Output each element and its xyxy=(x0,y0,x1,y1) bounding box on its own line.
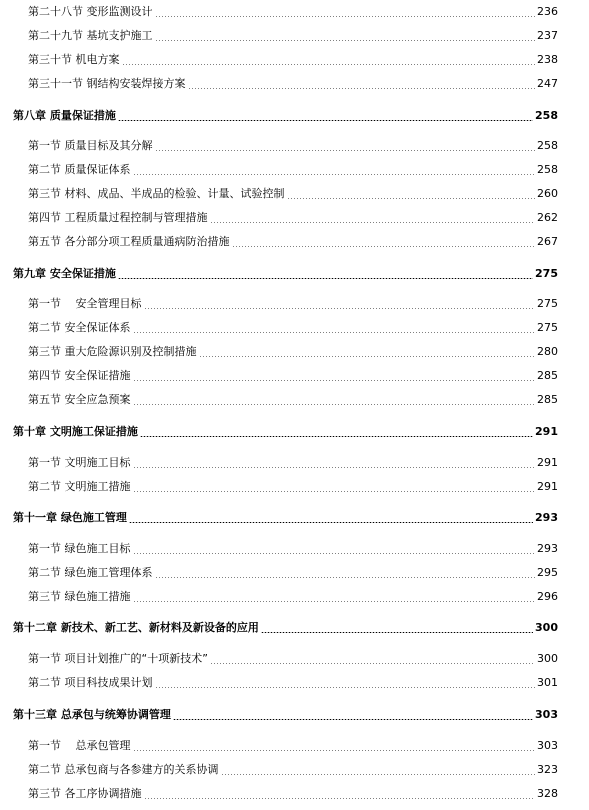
toc-section-entry[interactable] xyxy=(28,479,558,495)
toc-section-entry[interactable] xyxy=(28,138,558,154)
entry-page: 285 xyxy=(537,393,558,406)
entry-page: 280 xyxy=(537,345,558,358)
dot-leader xyxy=(133,332,536,333)
toc-section-entry[interactable] xyxy=(28,589,558,605)
toc-section-entry[interactable] xyxy=(28,320,558,336)
entry-title: 第三节 绿色施工措施 xyxy=(28,590,131,603)
toc-chapter-entry[interactable] xyxy=(13,108,558,124)
entry-page: 236 xyxy=(537,5,558,18)
entry-page: 300 xyxy=(537,652,558,665)
dot-leader xyxy=(199,356,536,357)
dot-leader xyxy=(122,64,536,65)
dot-leader xyxy=(118,278,533,279)
toc-section-entry[interactable] xyxy=(28,162,558,178)
dot-leader xyxy=(155,16,536,17)
entry-page: 300 xyxy=(535,621,558,634)
entry-title: 第二十九节 基坑支护施工 xyxy=(28,29,153,42)
toc-chapter-entry[interactable] xyxy=(13,620,558,636)
entry-title: 第八章 质量保证措施 xyxy=(13,109,116,122)
dot-leader xyxy=(210,663,535,664)
entry-title: 第三节 重大危险源识别及控制措施 xyxy=(28,345,197,358)
entry-title: 第十章 文明施工保证措施 xyxy=(13,425,138,438)
dot-leader xyxy=(133,404,536,405)
dot-leader xyxy=(140,436,533,437)
dot-leader xyxy=(155,577,536,578)
entry-page: 275 xyxy=(537,297,558,310)
toc-chapter-entry[interactable] xyxy=(13,707,558,723)
entry-title: 第九章 安全保证措施 xyxy=(13,267,116,280)
dot-leader xyxy=(144,798,536,799)
toc-chapter-entry[interactable] xyxy=(13,510,558,526)
entry-title: 第二节 安全保证体系 xyxy=(28,321,131,334)
entry-title: 第十二章 新技术、新工艺、新材料及新设备的应用 xyxy=(13,621,259,634)
entry-title: 第一节 总承包管理 xyxy=(28,739,131,752)
entry-title: 第二节 质量保证体系 xyxy=(28,163,131,176)
entry-page: 328 xyxy=(537,787,558,800)
entry-title: 第一节 文明施工目标 xyxy=(28,456,131,469)
toc-section-entry[interactable] xyxy=(28,738,558,754)
entry-page: 267 xyxy=(537,235,558,248)
dot-leader xyxy=(133,467,536,468)
dot-leader xyxy=(232,246,536,247)
entry-title: 第五节 各分部分项工程质量通病防治措施 xyxy=(28,235,230,248)
entry-title: 第一节 项目计划推广的“十项新技术” xyxy=(28,652,208,665)
toc-section-entry[interactable] xyxy=(28,762,558,778)
entry-title: 第三节 材料、成品、半成品的检验、计量、试验控制 xyxy=(28,187,285,200)
dot-leader xyxy=(118,120,533,121)
toc-section-entry[interactable] xyxy=(28,28,558,44)
entry-title: 第一节 质量目标及其分解 xyxy=(28,139,153,152)
entry-title: 第五节 安全应急预案 xyxy=(28,393,131,406)
dot-leader xyxy=(155,687,536,688)
entry-title: 第二节 绿色施工管理体系 xyxy=(28,566,153,579)
entry-page: 303 xyxy=(535,708,558,721)
dot-leader xyxy=(133,491,536,492)
entry-page: 275 xyxy=(537,321,558,334)
entry-title: 第二节 项目科技成果计划 xyxy=(28,676,153,689)
dot-leader xyxy=(133,601,536,602)
entry-title: 第二十八节 变形监测设计 xyxy=(28,5,153,18)
toc-section-entry[interactable] xyxy=(28,76,558,92)
entry-page: 285 xyxy=(537,369,558,382)
entry-title: 第一节 绿色施工目标 xyxy=(28,542,131,555)
toc-section-entry[interactable] xyxy=(28,392,558,408)
entry-page: 296 xyxy=(537,590,558,603)
entry-title: 第二节 总承包商与各参建方的关系协调 xyxy=(28,763,219,776)
entry-page: 238 xyxy=(537,53,558,66)
toc-section-entry[interactable] xyxy=(28,296,558,312)
dot-leader xyxy=(144,308,536,309)
toc-section-entry[interactable] xyxy=(28,344,558,360)
entry-page: 237 xyxy=(537,29,558,42)
toc-section-entry[interactable] xyxy=(28,651,558,667)
dot-leader xyxy=(210,222,536,223)
entry-title: 第十一章 绿色施工管理 xyxy=(13,511,127,524)
dot-leader xyxy=(133,174,536,175)
toc-section-entry[interactable] xyxy=(28,368,558,384)
dot-leader xyxy=(287,198,536,199)
entry-page: 275 xyxy=(535,267,558,280)
entry-page: 323 xyxy=(537,763,558,776)
entry-page: 295 xyxy=(537,566,558,579)
toc-section-entry[interactable] xyxy=(28,210,558,226)
entry-page: 260 xyxy=(537,187,558,200)
dot-leader xyxy=(261,632,533,633)
toc-section-entry[interactable] xyxy=(28,234,558,250)
entry-page: 258 xyxy=(537,163,558,176)
entry-page: 247 xyxy=(537,77,558,90)
entry-page: 258 xyxy=(535,109,558,122)
dot-leader xyxy=(155,40,536,41)
toc-chapter-entry[interactable] xyxy=(13,424,558,440)
toc-section-entry[interactable] xyxy=(28,786,558,802)
entry-title: 第三十节 机电方案 xyxy=(28,53,120,66)
toc-section-entry[interactable] xyxy=(28,186,558,202)
dot-leader xyxy=(173,719,533,720)
entry-page: 291 xyxy=(537,456,558,469)
entry-title: 第二节 文明施工措施 xyxy=(28,480,131,493)
dot-leader xyxy=(133,750,536,751)
entry-title: 第十三章 总承包与统筹协调管理 xyxy=(13,708,171,721)
dot-leader xyxy=(133,553,536,554)
dot-leader xyxy=(129,522,533,523)
toc-section-entry[interactable] xyxy=(28,675,558,691)
entry-page: 293 xyxy=(537,542,558,555)
dot-leader xyxy=(155,150,536,151)
toc-chapter-entry[interactable] xyxy=(13,266,558,282)
entry-title: 第四节 工程质量过程控制与管理措施 xyxy=(28,211,208,224)
toc-section-entry[interactable] xyxy=(28,4,558,20)
entry-title: 第三节 各工序协调措施 xyxy=(28,787,142,800)
entry-page: 303 xyxy=(537,739,558,752)
entry-page: 258 xyxy=(537,139,558,152)
toc-section-entry[interactable] xyxy=(28,541,558,557)
entry-title: 第四节 安全保证措施 xyxy=(28,369,131,382)
entry-title: 第三十一节 钢结构安装焊接方案 xyxy=(28,77,186,90)
entry-page: 291 xyxy=(535,425,558,438)
toc-section-entry[interactable] xyxy=(28,455,558,471)
dot-leader xyxy=(133,380,536,381)
entry-page: 262 xyxy=(537,211,558,224)
entry-page: 301 xyxy=(537,676,558,689)
entry-page: 293 xyxy=(535,511,558,524)
toc-section-entry[interactable] xyxy=(28,565,558,581)
dot-leader xyxy=(221,774,536,775)
entry-page: 291 xyxy=(537,480,558,493)
dot-leader xyxy=(188,88,536,89)
toc-section-entry[interactable] xyxy=(28,52,558,68)
entry-title: 第一节 安全管理目标 xyxy=(28,297,142,310)
